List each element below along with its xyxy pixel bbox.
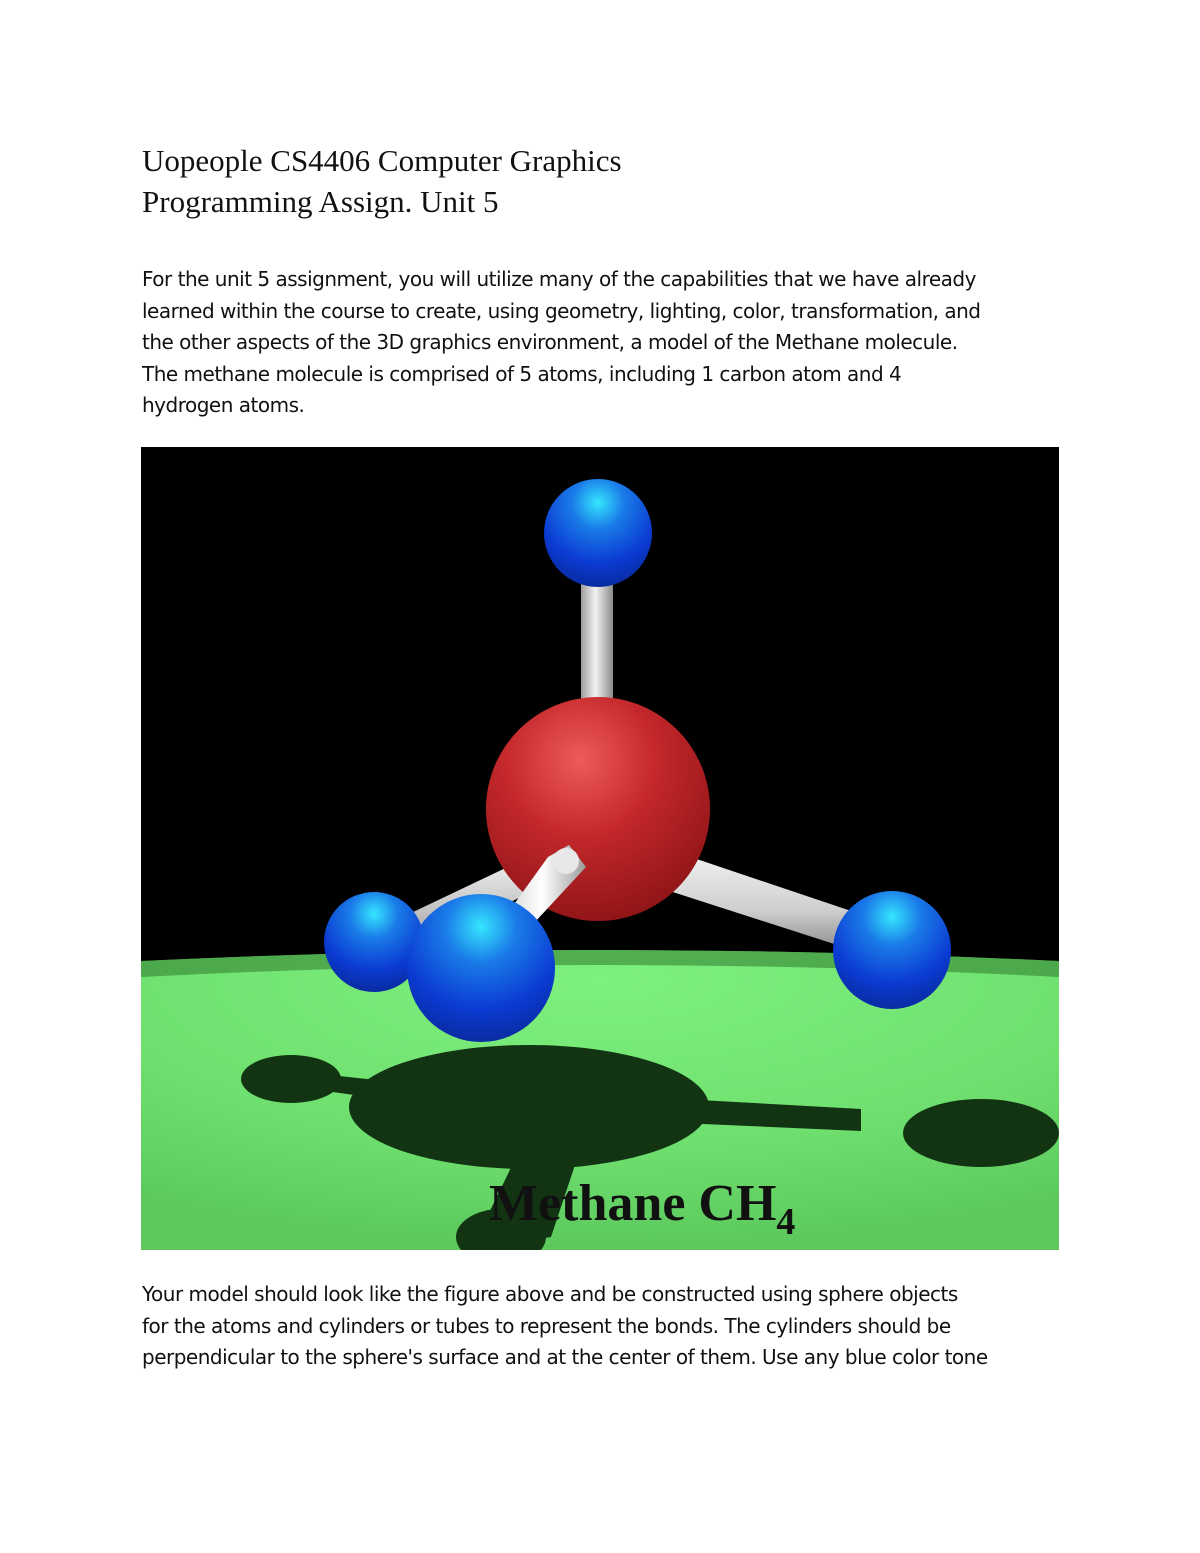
carbon-atom [486,697,710,921]
title-line-2: Programming Assign. Unit 5 [142,184,499,219]
instructions-line: Your model should look like the figure above and be constructed using sphere objects [142,1282,958,1306]
hydrogen-atom-top [544,479,652,587]
instructions-paragraph [142,1279,1062,1374]
methane-render [141,447,1059,1250]
hydrogen-atom-front [407,894,555,1042]
bond-front-cap [553,848,579,874]
methane-figure [141,447,1059,1250]
intro-line: learned within the course to create, using geometry, lighting, color, transformation, and [142,298,981,323]
figure-caption-main: Methane CH [489,1175,777,1232]
intro-line: For the unit 5 assignment, you will utilize many of the capabilities that we have already [142,267,976,291]
hydrogen-atom-right [833,891,951,1009]
intro-paragraph [142,264,1062,422]
title-line-1: Uopeople CS4406 Computer Graphics [142,143,622,178]
document-title [142,140,1062,222]
intro-line: hydrogen atoms. [142,393,305,417]
bond-top [581,575,613,703]
instructions-line: perpendicular to the sphere's surface and at the center of them. Use any blue color tone [142,1345,988,1369]
figure-caption-subscript: 4 [776,1201,796,1243]
intro-line: the other aspects of the 3D graphics environment, a model of the Methane molecule. [142,330,958,354]
intro-line: The methane molecule is comprised of 5 atoms, including 1 carbon atom and 4 [142,361,902,386]
instructions-line: for the atoms and cylinders or tubes to represent the bonds. The cylinders should be [142,1313,951,1338]
